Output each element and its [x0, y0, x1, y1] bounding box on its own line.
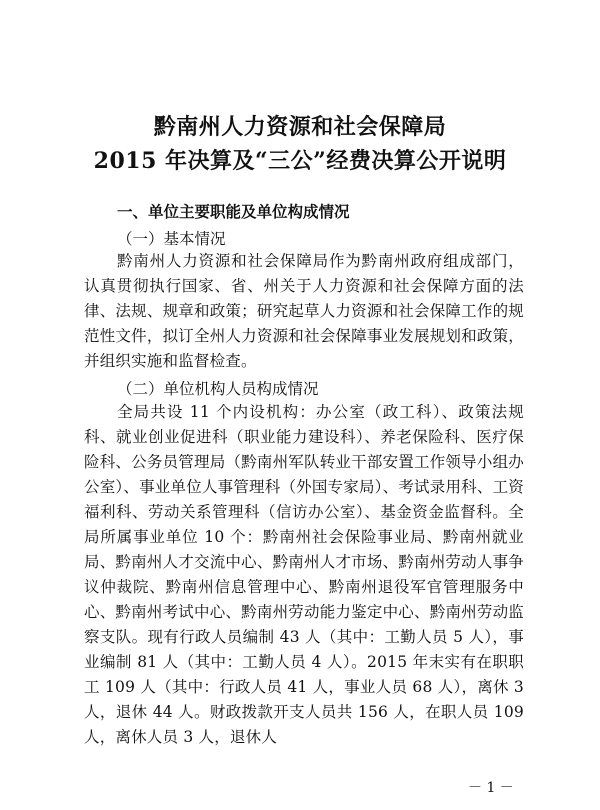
page-number: － 1 －: [468, 780, 514, 796]
paragraph-staff-info: 全局共设 11 个内设机构：办公室（政工科）、政策法规科、就业创业促进科（职业能力建设科）、养老保险科、医疗保险科、公务员管理局（黔南州军队转业干部安置工作领导小组办公室）、事业单位人事管理科（外国专家局）、考试录用科、工资福利科、劳动关系管理科（信访办公室）、基金资金监督科。全局所属事业单位 10 个：黔南州社会保险事业局、黔南州就业局、黔南州人才交流中心、黔南州人才市场、黔南州劳动人事争议仲裁院、黔南州信息管理中心、黔南州退役军官管理服务中心、黔南州考试中心、黔南州劳动能力鉴定中心、黔南州劳动监察支队。现有行政人员编制 43 人（其中：工勤人员 5 人），事业编制 81 人（其中：工勤人员 4 人）。2015 年末实有在职职工 109 人（其中：行政人员 41 人，事业人员 68 人），离休 3 人，退休 44 人。财政拨款开支人员共 156 人，在职人员 109 人，离休人员 3 人，退休人: [84, 403, 524, 746]
document-title-line1: 黔南州人力资源和社会保障局: [153, 114, 447, 140]
paragraph-basic-info: 黔南州人力资源和社会保障局作为黔南州政府组成部门，认真贯彻执行国家、省、州关于人力资源和社会保障方面的法律、法规、规章和政策；研究起草人力资源和社会保障工作的规范性文件，拟订全州人力资源和社会保障事业发展规划和政策，并组织实施和监督检查。: [84, 252, 524, 370]
subsection-heading-staff: （二）单位机构人员构成情况: [117, 380, 319, 398]
document-title-line2: 2015 年决算及“三公”经费决算公开说明: [93, 148, 507, 174]
subsection-heading-basic: （一）基本情况: [117, 230, 226, 248]
section-heading: 一、单位主要职能及单位构成情况: [117, 202, 350, 221]
